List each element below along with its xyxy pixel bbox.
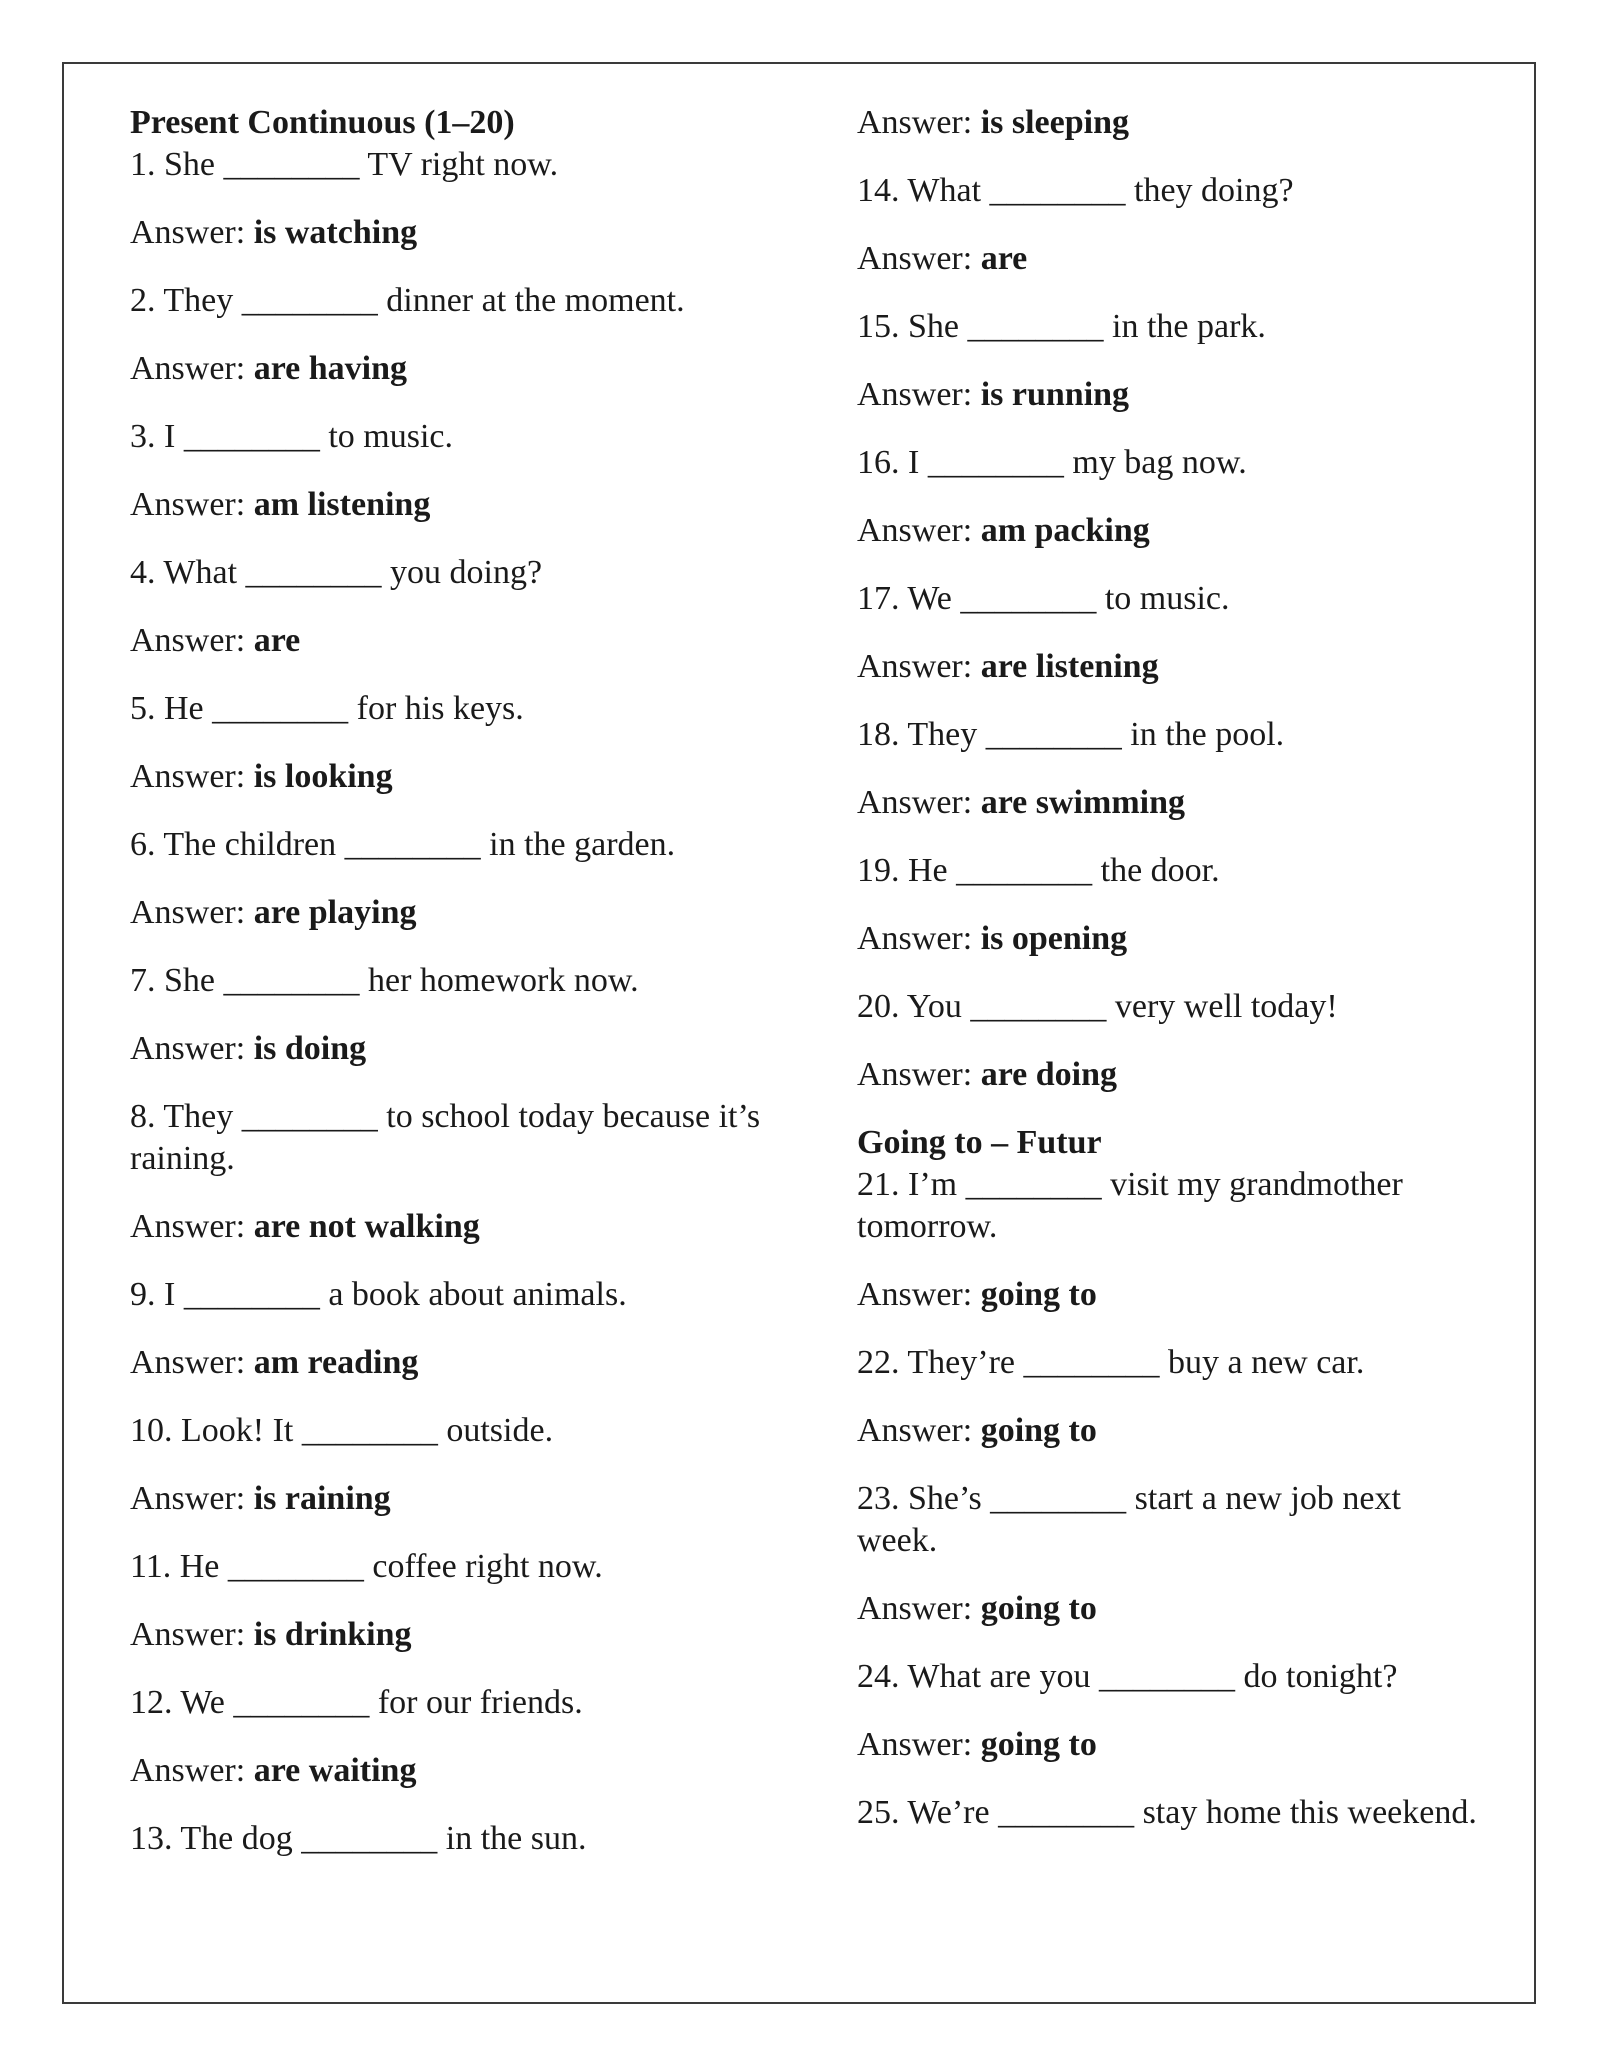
answer-label: Answer: [130,1480,246,1517]
answer-label: Answer: [130,894,246,931]
answer-value: are having [253,350,408,387]
answer-label: Answer: [130,1344,246,1381]
answer-label: Answer: [857,648,973,685]
answer-label: Answer: [857,512,973,549]
answer-label: Answer: [857,104,973,141]
answer-value: is opening [980,920,1128,957]
question-13: 13. The dog ________ in the sun. [130,1820,587,1857]
answer-8 [130,1206,770,1248]
answer-value: is running [980,376,1130,413]
section-title-present-continuous: Present Continuous (1–20) [130,104,515,141]
answer-label: Answer: [857,1726,973,1763]
question-4: 4. What ________ you doing? [130,554,543,591]
answer-value: are swimming [980,784,1186,821]
question-17: 17. We ________ to music. [857,580,1230,617]
answer-6 [130,892,770,934]
question-12: 12. We ________ for our friends. [130,1684,583,1721]
answer-19 [857,918,1477,960]
answer-17 [857,646,1477,688]
answer-value: am reading [253,1344,419,1381]
question-10: 10. Look! It ________ outside. [130,1412,554,1449]
answer-label: Answer: [130,758,246,795]
question-5: 5. He ________ for his keys. [130,690,524,727]
answer-4 [130,620,770,662]
answer-label: Answer: [130,214,246,251]
answer-23 [857,1588,1477,1630]
answer-value: are playing [253,894,417,931]
answer-20 [857,1054,1477,1096]
right-column [857,102,1477,1860]
question-14: 14. What ________ they doing? [857,172,1294,209]
answer-value: going to [980,1726,1097,1763]
question-1: 1. She ________ TV right now. [130,146,559,183]
question-3: 3. I ________ to music. [130,418,453,455]
answer-2 [130,348,770,390]
answer-value: are [253,622,301,659]
answer-11 [130,1614,770,1656]
answer-16 [857,510,1477,552]
answer-value: is looking [253,758,393,795]
answer-24 [857,1724,1477,1766]
answer-3 [130,484,770,526]
answer-value: is raining [253,1480,391,1517]
answer-value: are [980,240,1028,277]
question-9: 9. I ________ a book about animals. [130,1276,627,1313]
question-18: 18. They ________ in the pool. [857,716,1285,753]
answer-14 [857,238,1477,280]
answer-value: going to [980,1276,1097,1313]
answer-9 [130,1342,770,1384]
answer-label: Answer: [130,1208,246,1245]
answer-label: Answer: [130,350,246,387]
answer-value: is sleeping [980,104,1130,141]
answer-label: Answer: [130,486,246,523]
question-15: 15. She ________ in the park. [857,308,1266,345]
answer-label: Answer: [130,622,246,659]
answer-22 [857,1410,1477,1452]
section-title-going-to: Going to – Futur [857,1124,1102,1161]
left-column [130,102,770,1886]
question-20: 20. You ________ very well today! [857,988,1338,1025]
answer-value: is doing [253,1030,367,1067]
answer-21 [857,1274,1477,1316]
answer-value: are not walking [253,1208,480,1245]
answer-value: going to [980,1590,1097,1627]
answer-label: Answer: [857,784,973,821]
answer-label: Answer: [857,240,973,277]
answer-1 [130,212,770,254]
answer-13 [857,102,1477,144]
answer-10 [130,1478,770,1520]
question-6: 6. The children ________ in the garden. [130,826,676,863]
question-8: 8. They ________ to school today because it’s raining. [130,1098,761,1177]
answer-value: am packing [980,512,1150,549]
answer-value: is watching [253,214,418,251]
answer-value: am listening [253,486,431,523]
question-11: 11. He ________ coffee right now. [130,1548,603,1585]
answer-value: are doing [980,1056,1118,1093]
answer-value: going to [980,1412,1097,1449]
answer-value: is drinking [253,1616,412,1653]
question-2: 2. They ________ dinner at the moment. [130,282,685,319]
question-16: 16. I ________ my bag now. [857,444,1247,481]
answer-15 [857,374,1477,416]
answer-label: Answer: [130,1616,246,1653]
question-21: 21. I’m ________ visit my grandmother tomorrow. [857,1166,1403,1245]
answer-7 [130,1028,770,1070]
question-19: 19. He ________ the door. [857,852,1220,889]
answer-label: Answer: [130,1752,246,1789]
answer-label: Answer: [130,1030,246,1067]
answer-value: are waiting [253,1752,417,1789]
answer-label: Answer: [857,1276,973,1313]
answer-label: Answer: [857,1056,973,1093]
question-24: 24. What are you ________ do tonight? [857,1658,1398,1695]
answer-label: Answer: [857,920,973,957]
question-22: 22. They’re ________ buy a new car. [857,1344,1365,1381]
answer-value: are listening [980,648,1159,685]
answer-12 [130,1750,770,1792]
answer-label: Answer: [857,1590,973,1627]
answer-18 [857,782,1477,824]
answer-5 [130,756,770,798]
question-7: 7. She ________ her homework now. [130,962,639,999]
question-25: 25. We’re ________ stay home this weekend. [857,1794,1477,1831]
answer-label: Answer: [857,376,973,413]
question-23: 23. She’s ________ start a new job next week. [857,1480,1401,1559]
answer-label: Answer: [857,1412,973,1449]
